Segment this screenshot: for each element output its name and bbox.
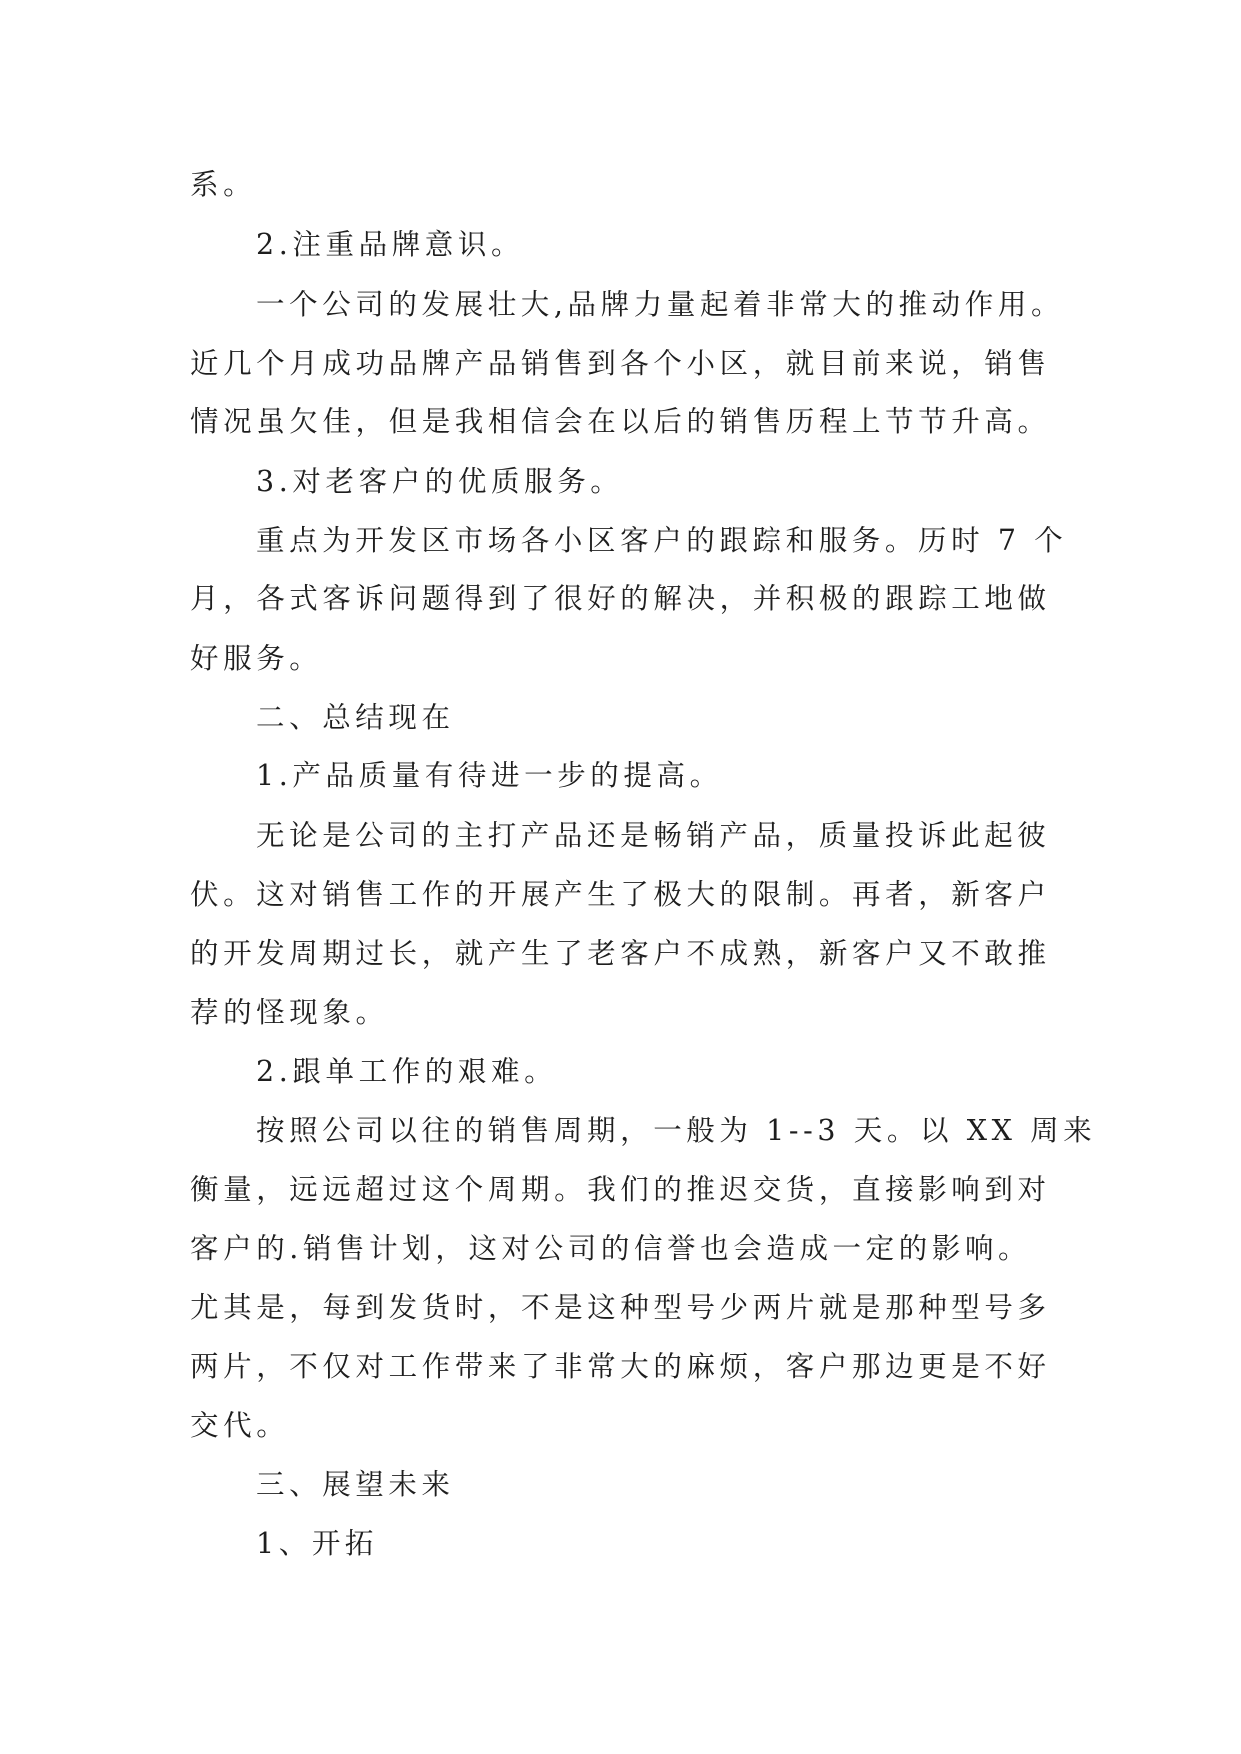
text-line: 情况虽欠佳，但是我相信会在以后的销售历程上节节升高。 — [190, 405, 1051, 438]
heading-expansion: 1、开拓 — [256, 1527, 379, 1560]
heading-customer-service: 3.对老客户的优质服务。 — [256, 465, 624, 498]
text-line: 伏。这对销售工作的开展产生了极大的限制。再者，新客户 — [190, 878, 1051, 911]
heading-product-quality: 1.产品质量有待进一步的提高。 — [256, 759, 723, 792]
text-line: 尤其是，每到发货时，不是这种型号少两片就是那种型号多 — [190, 1291, 1051, 1324]
text-line: 重点为开发区市场各小区客户的跟踪和服务。历时 7 个 — [256, 524, 1068, 557]
text-line: 一个公司的发展壮大,品牌力量起着非常大的推动作用。 — [256, 288, 1065, 321]
text-line: 好服务。 — [190, 642, 323, 675]
text-line: 系。 — [190, 168, 257, 201]
section-heading-outlook: 三、展望未来 — [256, 1468, 455, 1501]
text-line: 荐的怪现象。 — [190, 996, 389, 1029]
text-line: 两片，不仅对工作带来了非常大的麻烦，客户那边更是不好 — [190, 1350, 1051, 1383]
text-line: 无论是公司的主打产品还是畅销产品，质量投诉此起彼 — [256, 819, 1051, 852]
text-line: 的开发周期过长，就产生了老客户不成熟，新客户又不敢推 — [190, 937, 1051, 970]
text-line: 月，各式客诉问题得到了很好的解决，并积极的跟踪工地做 — [190, 582, 1051, 615]
section-heading-summary: 二、总结现在 — [256, 701, 455, 734]
text-line: 客户的.销售计划，这对公司的信誉也会造成一定的影响。 — [190, 1232, 1032, 1265]
text-line: 近几个月成功品牌产品销售到各个小区，就目前来说，销售 — [190, 347, 1051, 380]
heading-order-tracking: 2.跟单工作的艰难。 — [256, 1055, 558, 1088]
text-line: 衡量，远远超过这个周期。我们的推迟交货，直接影响到对 — [190, 1173, 1051, 1206]
text-line: 交代。 — [190, 1409, 290, 1442]
text-line: 按照公司以往的销售周期，一般为 1--3 天。以 XX 周来 — [256, 1114, 1097, 1147]
heading-brand-awareness: 2.注重品牌意识。 — [256, 228, 525, 261]
